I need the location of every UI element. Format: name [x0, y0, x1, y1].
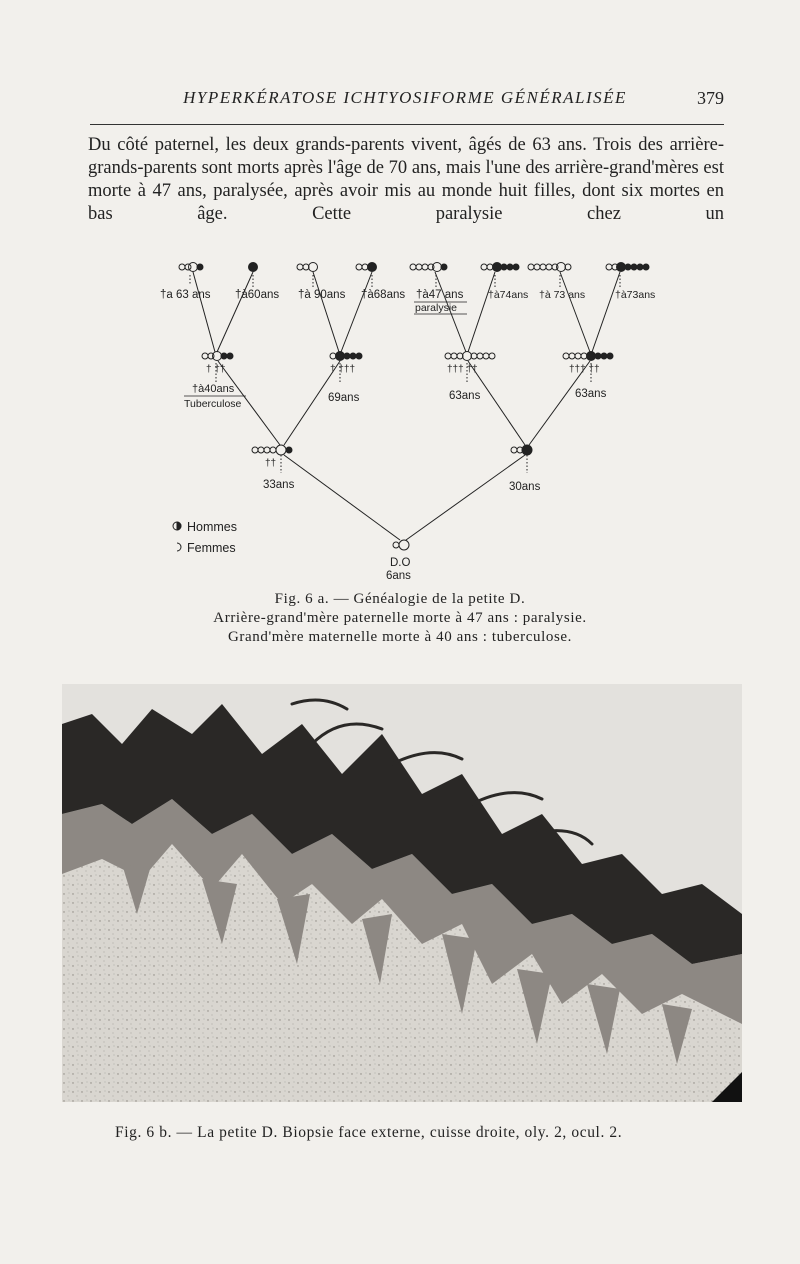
running-title: HYPERKÉRATOSE ICHTYOSIFORME GÉNÉRALISÉE [183, 88, 627, 107]
ggp-label-2: †à60ans [235, 289, 280, 301]
gp-marks-2: † ††† [330, 364, 356, 375]
gp-marks-3: ††† †† [447, 364, 478, 375]
page-number: 379 [697, 88, 724, 108]
ggp-label-3: †à 90ans [298, 289, 346, 301]
ggp-label-8: †à73ans [615, 289, 656, 301]
genealogy-diagram [150, 255, 690, 585]
gp-marks-1: † †† [206, 364, 226, 375]
biopsy-micrograph [62, 684, 742, 1102]
gp-label-1: †à40ans [192, 383, 235, 395]
ggp-label-4: †à68ans [361, 289, 406, 301]
parent-label-1: 33ans [263, 479, 295, 491]
legend-male-label: Hommes [187, 520, 238, 534]
body-paragraph: Du côté paternel, les deux grands-parents vivent, âgés de 63 ans. Trois des arrière-grands-parents sont morts après l'âge de 70 ans, mais l'une des arrière-grand'mères est morte à 47 ans, paralysée, après avoir mis au monde huit filles, dont six mortes en bas âge. Cette paralysie chez un [88, 135, 724, 224]
gp-marks-4: ††† †† [569, 364, 600, 375]
page-header [90, 88, 730, 118]
figure-caption-b: Fig. 6 b. — La petite D. Biopsie face externe, cuisse droite, oly. 2, ocul. 2. [115, 1124, 623, 1141]
header-rule [90, 124, 724, 125]
parent-label-2: 30ans [509, 481, 541, 493]
ggp-label-7: †à 73 ans [539, 289, 586, 301]
ggp-note-5: paralysie [415, 302, 458, 314]
gp-label-2: 69ans [328, 392, 360, 404]
figure-caption-a [100, 590, 700, 647]
gp-label-4: 63ans [575, 388, 607, 400]
ggp-label-1: †a 63 ans [160, 289, 211, 301]
proband-name: D.O [390, 557, 411, 569]
gp-label-3: 63ans [449, 390, 481, 402]
caption-a-line-1: Fig. 6 a. — Généalogie de la petite D. [274, 591, 526, 607]
gp-note-1: Tuberculose [184, 398, 242, 410]
legend-female-label: Femmes [187, 541, 236, 555]
caption-a-line-3: Grand'mère maternelle morte à 40 ans : tuberculose. [227, 629, 572, 645]
proband-age: 6ans [386, 570, 411, 582]
caption-a-line-2: Arrière-grand'mère paternelle morte à 47 ans : paralysie. [213, 610, 587, 626]
ggp-label-5: †à47 ans [416, 289, 464, 301]
parent-marks-1: †† [265, 458, 277, 469]
ggp-label-6: †à74ans [488, 289, 529, 301]
